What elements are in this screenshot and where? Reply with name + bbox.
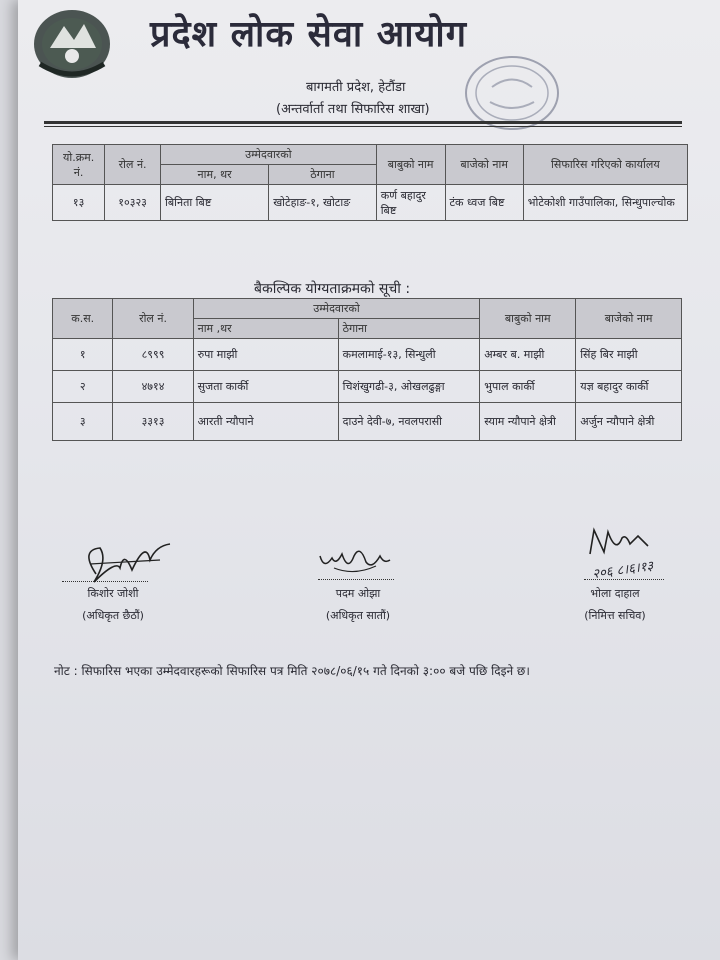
footer-note: नोट : सिफारिस भएका उम्मेदवारहरूको सिफारिस पत्र मिति २०७८/०६/१५ गते दिनको ३:०० बजे पछि दिइने छ। [54,664,530,678]
signatory-1-name: किशोर जोशी [87,587,139,600]
signatory-3-name: भोला दाहाल [590,587,640,600]
table-row [53,185,688,221]
table-row [53,371,682,403]
cell-name: सुजता कार्की [193,371,338,403]
col-office: सिफारिस गरिएको कार्यालय [523,145,687,185]
header-divider-thin [44,126,682,127]
col-address: ठेगाना [269,165,377,185]
cell-grandfather: यज्ञ बहादुर कार्की [576,371,682,403]
signature-line [62,580,148,582]
cell-grandfather: टंक ध्वज बिष्ट [445,185,523,221]
signature-line [584,578,664,580]
alternate-list-title: बैकल्पिक योग्यताक्रमको सूची : [254,281,411,297]
page-title: प्रदेश लोक सेवा आयोग [150,14,467,55]
branch-name: (अन्तर्वार्ता तथा सिफारिस शाखा) [276,102,430,117]
cell-grandfather: सिंह बिर माझी [576,339,682,371]
cell-father: कर्ण बहादुर बिष्ट [376,185,445,221]
cell-roll: ३३१३ [113,403,193,441]
cell-address: कमलामाई-१३, सिन्धुली [338,339,480,371]
cell-roll: १०३२३ [105,185,161,221]
cell-serial: २ [53,371,113,403]
cell-father: भुपाल कार्की [480,371,576,403]
col-name: नाम, थर [160,165,268,185]
cell-serial: १३ [53,185,105,221]
office-location: बागमती प्रदेश, हेटौंडा [306,80,406,95]
cell-address: दाउने देवी-७, नवलपरासी [338,403,480,441]
col-name: नाम ,थर [193,319,338,339]
cell-address: खोटेहाङ-१, खोटाङ [269,185,377,221]
table-row [53,403,682,441]
signatory-1-designation: (अधिकृत छैठौं) [82,609,144,622]
cell-address: चिशंखुगढी-३, ओखलढुङ्गा [338,371,480,403]
cell-serial: १ [53,339,113,371]
nepal-emblem-icon [30,4,114,82]
recommended-table [52,144,688,221]
cell-grandfather: अर्जुन न्यौपाने क्षेत्री [576,403,682,441]
table-row [53,339,682,371]
signatory-2-name: पदम ओझा [335,587,381,600]
col-roll: रोल नं. [113,299,193,339]
cell-name: रुपा माझी [193,339,338,371]
col-roll: रोल नं. [105,145,161,185]
col-serial: यो.क्रम. नं. [53,145,105,185]
header-divider [44,121,682,124]
col-grandfather: बाजेको नाम [445,145,523,185]
col-serial: क.स. [53,299,113,339]
signatory-2-designation: (अधिकृत सातौं) [325,609,391,622]
col-candidate-group: उम्मेदवारको [193,299,480,319]
col-address: ठेगाना [338,319,480,339]
signature-3-icon [582,524,662,560]
cell-serial: ३ [53,403,113,441]
col-grandfather: बाजेको नाम [576,299,682,339]
col-candidate-group: उम्मेदवारको [160,145,376,165]
cell-name: बिनिता बिष्ट [160,185,268,221]
cell-roll: ८९९९ [113,339,193,371]
cell-father: स्याम न्यौपाने क्षेत्री [480,403,576,441]
signature-1-icon [60,530,180,592]
cell-office: भोटेकोशी गाउँपालिका, सिन्धुपाल्चोक [523,185,687,221]
alternate-list-table [52,298,682,441]
signatory-3-designation: (निमित्त सचिव) [584,609,646,622]
col-father: बाबुको नाम [480,299,576,339]
signature-date: २०६ ८।६।१३ [591,558,655,583]
cell-father: अम्बर ब. माझी [480,339,576,371]
signature-line [318,578,394,580]
col-father: बाबुको नाम [376,145,445,185]
signature-2-icon [314,536,394,580]
cell-roll: ४७१४ [113,371,193,403]
cell-name: आरती न्यौपाने [193,403,338,441]
